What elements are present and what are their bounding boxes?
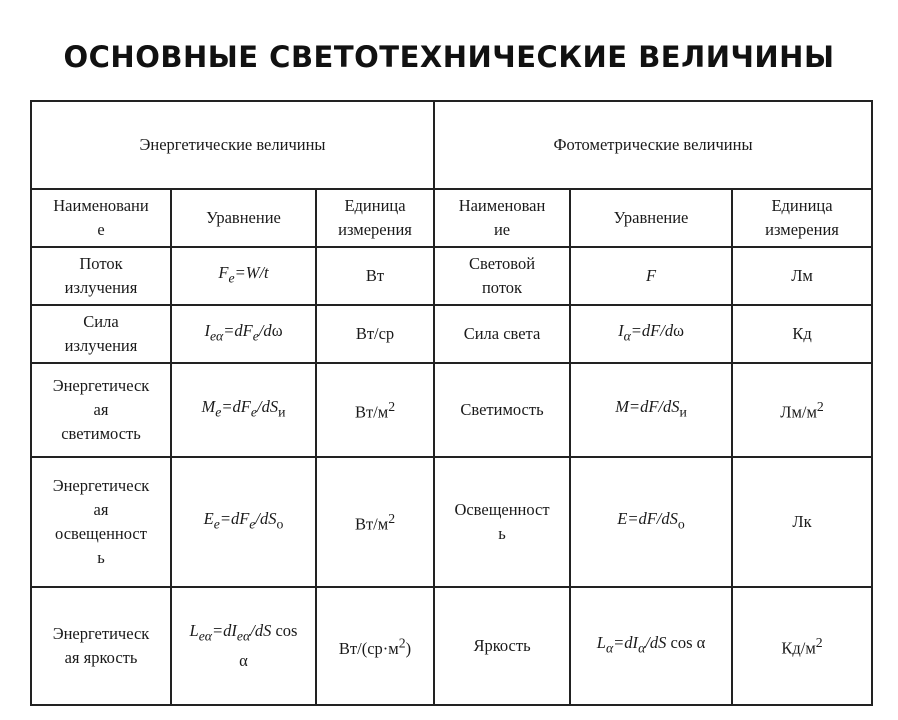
energetic-name-cell: Энергетическ ая яркость bbox=[31, 587, 171, 705]
header-name-right: Наименован ие bbox=[434, 189, 570, 247]
group-header-row bbox=[31, 101, 872, 189]
photometric-equation-cell: $I_\alpha=dF/d\omega$ bbox=[570, 305, 732, 363]
photometric-unit-cell: $Лм/м^2$ bbox=[732, 363, 872, 457]
photometric-equation-cell: F bbox=[570, 247, 732, 305]
photometric-name-cell: Световой поток bbox=[434, 247, 570, 305]
energetic-unit-cell: $Вт/м^2$ bbox=[316, 363, 434, 457]
photometric-equation-cell: $E=dF/dS_о$ bbox=[570, 457, 732, 587]
header-name-left: Наименовани е bbox=[31, 189, 171, 247]
photometric-unit-cell: Лк bbox=[732, 457, 872, 587]
header-unit-left: Единица измерения bbox=[316, 189, 434, 247]
photometric-group-header: Фотометрические величины bbox=[434, 101, 872, 189]
energetic-name-cell: Энергетическ ая светимость bbox=[31, 363, 171, 457]
photometric-equation-cell: $M=dF/dS_и$ bbox=[570, 363, 732, 457]
energetic-equation-cell: $F_e=W/t$ bbox=[171, 247, 316, 305]
energetic-equation-cell: $I_{e\alpha}=dF_e/d\omega$ bbox=[171, 305, 316, 363]
header-equation-right: Уравнение bbox=[570, 189, 732, 247]
energetic-unit-cell: $Вт/м^2$ bbox=[316, 457, 434, 587]
photometric-name-cell: Освещенност ь bbox=[434, 457, 570, 587]
energetic-name-cell: Сила излучения bbox=[31, 305, 171, 363]
page-title: ОСНОВНЫЕ СВЕТОТЕХНИЧЕСКИЕ ВЕЛИЧИНЫ bbox=[63, 40, 835, 74]
photometric-unit-cell: $Кд/м^2$ bbox=[732, 587, 872, 705]
table-row bbox=[31, 457, 872, 587]
energetic-equation-cell: $L_{e\alpha}=dI_{e\alpha}/dS$ cos α bbox=[171, 587, 316, 705]
photometric-unit-cell: Кд bbox=[732, 305, 872, 363]
energetic-unit-cell: $Вт/(ср\cdot м^2)$ bbox=[316, 587, 434, 705]
photometric-equation-cell: $L_\alpha=dI_\alpha/dS$ cos α bbox=[570, 587, 732, 705]
photometric-unit-cell: Лм bbox=[732, 247, 872, 305]
energetic-name-cell: Энергетическ ая освещенност ь bbox=[31, 457, 171, 587]
photometric-name-cell: Сила света bbox=[434, 305, 570, 363]
energetic-group-header: Энергетические величины bbox=[31, 101, 434, 189]
header-equation-left: Уравнение bbox=[171, 189, 316, 247]
energetic-unit-cell: Вт bbox=[316, 247, 434, 305]
table-row bbox=[31, 587, 872, 705]
column-header-row bbox=[31, 189, 872, 247]
quantities-table bbox=[30, 100, 873, 706]
header-unit-right: Единица измерения bbox=[732, 189, 872, 247]
photometric-name-cell: Светимость bbox=[434, 363, 570, 457]
energetic-name-cell: Поток излучения bbox=[31, 247, 171, 305]
table-row bbox=[31, 247, 872, 305]
photometric-name-cell: Яркость bbox=[434, 587, 570, 705]
table-row bbox=[31, 305, 872, 363]
energetic-equation-cell: $M_e=dF_e/dS_и$ bbox=[171, 363, 316, 457]
energetic-unit-cell: Вт/ср bbox=[316, 305, 434, 363]
energetic-equation-cell: $E_e=dF_e/dS_о$ bbox=[171, 457, 316, 587]
table-row bbox=[31, 363, 872, 457]
